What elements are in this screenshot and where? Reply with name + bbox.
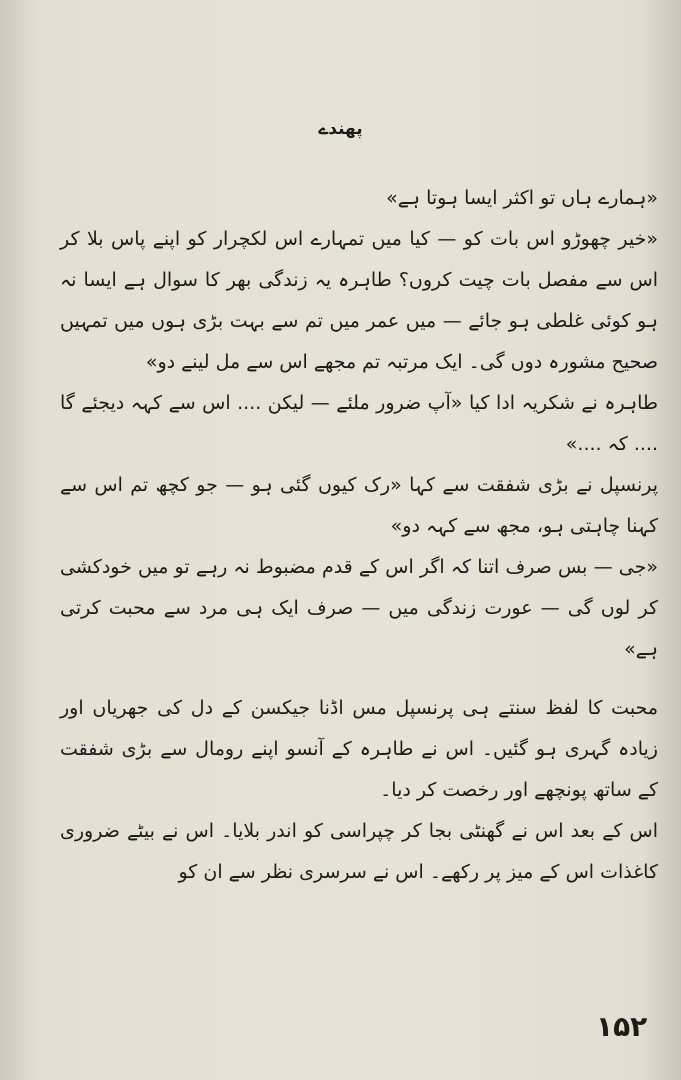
body-text [60, 178, 658, 893]
paragraph: «جی — بس صرف اتنا کہ اگر اس کے قدم مضبوط نہ رہے تو میں خودکشی کر لوں گی — عورت زندگی میں — صرف ایک ہی مرد سے محبت کرتی ہے» [60, 556, 658, 660]
paragraph: «ہمارے ہاں تو اکثر ایسا ہوتا ہے» [386, 187, 658, 209]
paragraph: «خیر چھوڑو اس بات کو — کیا میں تمہارے اس لکچرار کو اپنے پاس بلا کر اس سے مفصل بات چیت کروں؟ طاہرہ یہ زندگی بھر کا سوال ہے ایسا نہ ہو کوئی غلطی ہو جائے — میں عمر میں تم سے بہت بڑی ہوں میں تمہیں صحیح مشورہ دوں گی۔ ایک مرتبہ تم مجھے اس سے مل لینے دو» [60, 228, 658, 373]
paragraph: پرنسپل نے بڑی شفقت سے کہا «رک کیوں گئی ہو — جو کچھ تم اس سے کہنا چاہتی ہو، مجھ سے کہہ دو» [60, 474, 658, 537]
page-number: ۱۵۲ [596, 1010, 648, 1043]
paragraph: طاہرہ نے شکریہ ادا کیا «آپ ضرور ملئے — لیکن .... اس سے کہہ دیجئے گا .... کہ ....» [60, 392, 658, 455]
paragraph: محبت کا لفظ سنتے ہی پرنسپل مس اڈنا جیکسن کے دل کی جھریاں اور زیادہ گہری ہو گئیں۔ اس نے طاہرہ کے آنسو اپنے رومال سے بڑی شفقت کے ساتھ پونچھے اور رخصت کر دیا۔ [60, 697, 658, 801]
paragraph: اس کے بعد اس نے گھنٹی بجا کر چپراسی کو اندر بلایا۔ اس نے بیٹے ضروری کاغذات اس کے میز پر رکھے۔ اس نے سرسری نظر سے ان کو [60, 820, 658, 883]
chapter-title: پھندے [318, 119, 363, 139]
